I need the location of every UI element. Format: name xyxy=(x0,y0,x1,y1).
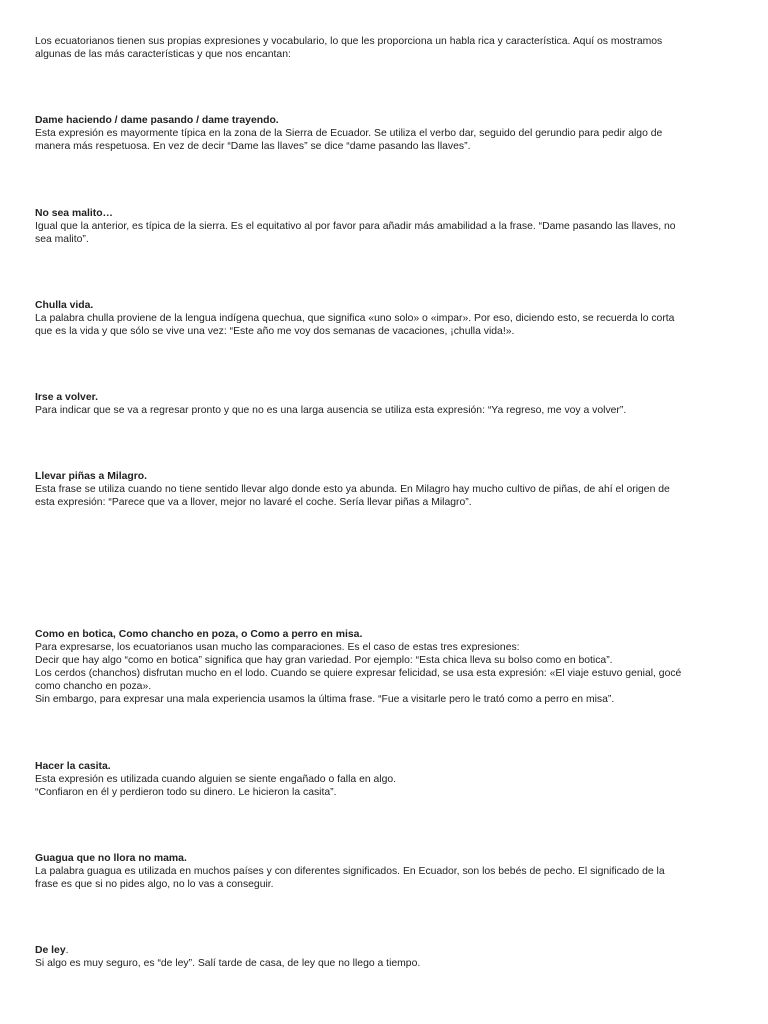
section-title-text: No sea malito… xyxy=(35,208,113,219)
section-title xyxy=(35,628,725,641)
section-title-text: Guagua que no llora no mama. xyxy=(35,853,187,864)
section-title-text: Chulla vida. xyxy=(35,300,94,311)
section-title xyxy=(35,207,725,220)
section-hacer-la-casita xyxy=(35,760,725,799)
section-body: Esta frase se utiliza cuando no tiene sentido llevar algo donde esto ya abunda. En Milagro hay mucho cultivo de piñas, de ahí el origen de esta expresión: “Parece que va a llover, mejor no lavaré el coche. Sería llevar piñas a Milagro”. xyxy=(35,484,670,508)
section-como-en-botica xyxy=(35,628,725,706)
section-title-text: Irse a volver. xyxy=(35,392,98,403)
section-title-text: Dame haciendo / dame pasando / dame trayendo. xyxy=(35,115,279,126)
section-title xyxy=(35,391,725,404)
section-dame-haciendo xyxy=(35,114,725,153)
section-title xyxy=(35,760,725,773)
section-body: Para indicar que se va a regresar pronto y que no es una larga ausencia se utiliza esta expresión: “Ya regreso, me voy a volver”. xyxy=(35,405,627,416)
section-guagua xyxy=(35,852,725,891)
intro-paragraph xyxy=(35,35,725,61)
section-title xyxy=(35,114,725,127)
section-body: Si algo es muy seguro, es “de ley”. Salí tarde de casa, de ley que no llego a tiempo. xyxy=(35,958,421,969)
section-irse-a-volver xyxy=(35,391,725,417)
section-no-sea-malito xyxy=(35,207,725,246)
section-title-text: De ley xyxy=(35,945,66,956)
section-body: Igual que la anterior, es típica de la sierra. Es el equitativo al por favor para añadir más amabilidad a la frase. “Dame pasando las llaves, no sea malito”. xyxy=(35,221,676,245)
section-body: Esta expresión es mayormente típica en la zona de la Sierra de Ecuador. Se utiliza el verbo dar, seguido del gerundio para pedir algo de manera más respetuosa. En vez de decir “Dame las llaves” se dice “dame pasando las llaves”. xyxy=(35,128,663,152)
section-title-text: Como en botica, Como chancho en poza, o Como a perro en misa. xyxy=(35,629,363,640)
section-llevar-pinas xyxy=(35,470,725,509)
section-body: Esta expresión es utilizada cuando alguien se siente engañado o falla en algo. “Confiaron en él y perdieron todo su dinero. Le hicieron la casita”. xyxy=(35,774,397,798)
section-body: Para expresarse, los ecuatorianos usan mucho las comparaciones. Es el caso de estas tres expresiones: Decir que hay algo “como en botica” significa que hay gran variedad. Por ejemplo: “Esta chica lleva su bolso como en botica”. Los cerdos (chanchos) disfrutan mucho en el lodo. Cuando se quiere expresar felicidad, se usa esta expresión: «El viaje estuvo genial, gocé como chancho en poza». Sin embargo, para expresar una mala experiencia usamos la última frase. “Fue a visitarle pero le trató como a perro en misa”. xyxy=(35,642,682,705)
section-body: La palabra guagua es utilizada en muchos países y con diferentes significados. En Ecuador, son los bebés de pecho. El significado de la frase es que si no pides algo, no lo vas a conseguir. xyxy=(35,866,665,890)
section-title xyxy=(35,299,725,312)
section-title xyxy=(35,852,725,865)
section-body: La palabra chulla proviene de la lengua indígena quechua, que significa «uno solo» o «impar». Por eso, diciendo esto, se recuerda lo corta que es la vida y que sólo se vive una vez: “Este año me voy dos semanas de vacaciones, ¡chulla vida!». xyxy=(35,313,675,337)
section-title xyxy=(35,944,725,957)
section-title-rest: . xyxy=(65,945,69,956)
section-title-text: Llevar piñas a Milagro. xyxy=(35,471,148,482)
section-title xyxy=(35,470,725,483)
section-de-ley xyxy=(35,944,725,970)
section-title-text: Hacer la casita. xyxy=(35,761,111,772)
intro-text: Los ecuatorianos tienen sus propias expresiones y vocabulario, lo que les proporciona un habla rica y característica. Aquí os mostramos algunas de las más características y que nos encantan: xyxy=(35,36,663,60)
section-chulla-vida xyxy=(35,299,725,338)
